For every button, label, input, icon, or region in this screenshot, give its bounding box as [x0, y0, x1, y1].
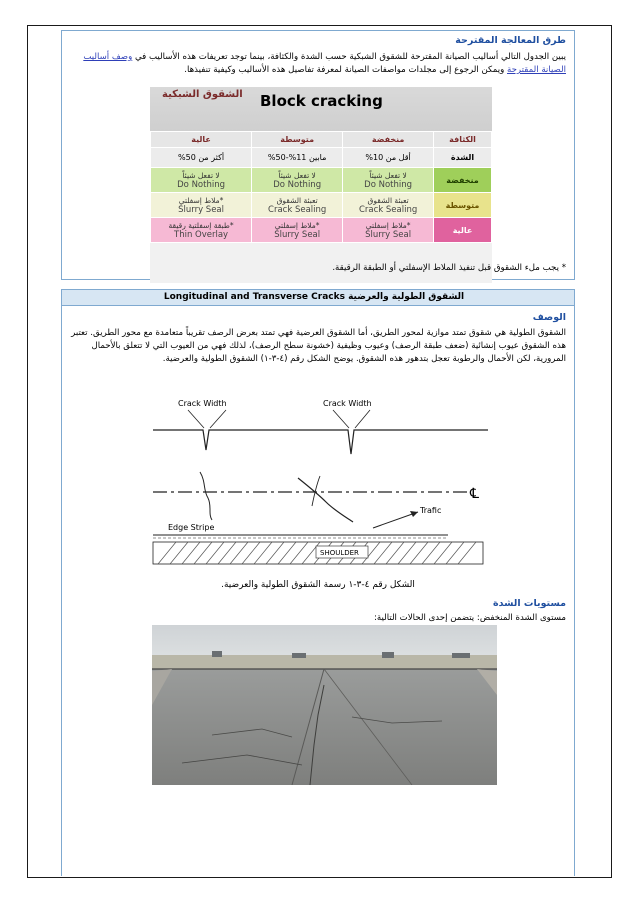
col-low-label: منخفضة — [343, 132, 434, 148]
severity-mid-label: متوسطة — [434, 193, 492, 218]
col-mid-label: متوسطة — [252, 132, 343, 148]
description-title: الوصف — [532, 312, 566, 323]
header-en: Longitudinal and Transverse Cracks — [163, 292, 345, 302]
table-row — [151, 218, 492, 243]
table-cell: لا تفعل شيئاً Do Nothing — [151, 168, 252, 193]
block-cracking-table — [150, 87, 492, 283]
col-high-range: أكثر من 50% — [151, 148, 252, 168]
table-cell: ملاط إسفلتي* Slurry Seal — [343, 218, 434, 243]
crack-width-label-2: Crack Width — [323, 399, 372, 408]
methods-link[interactable]: وصف أساليب الصيانة المقترحة — [83, 52, 566, 75]
footnote: * يجب ملء الشقوق قبل تنفيذ الملاط الإسفلتي أو الطبقة الرقيقة. — [332, 263, 566, 273]
table-cell: طبقة إسفلتية رقيقة* Thin Overlay — [151, 218, 252, 243]
treatment-grid — [150, 131, 492, 243]
section-header-bar — [62, 290, 574, 306]
intro-text: يبين الجدول التالي أساليب الصيانة المقترحة للشقوق الشبكية حسب الشدة والكثافة، بينما توجد تعريفات هذه الأساليب في — [132, 52, 566, 62]
table-cell: تعبئة الشقوق Crack Sealing — [252, 193, 343, 218]
table-title-en: Block cracking — [260, 92, 383, 110]
severity-low-label: منخفضة — [434, 168, 492, 193]
severity-corner-label: الشدة — [434, 148, 492, 168]
road-photo — [152, 625, 497, 785]
figure-caption: الشكل رقم ٤-٣-١ رسمة الشقوق الطولية والعرضية. — [221, 580, 415, 590]
table-cell: لا تفعل شيئاً Do Nothing — [343, 168, 434, 193]
intro-tail: ويمكن الرجوع إلى مجلدات مواصفات الصيانة لمعرفة تفاصيل هذه الأساليب وكيفية تنفيذها. — [184, 65, 508, 75]
table-cell: لا تفعل شيئاً Do Nothing — [252, 168, 343, 193]
crack-width-label-1: Crack Width — [178, 399, 227, 408]
header-ar: الشقوق الطولية والعرضية — [348, 292, 465, 302]
range-header-row — [151, 148, 492, 168]
traffic-label: Trafic — [420, 506, 442, 515]
cracks-diagram — [148, 390, 493, 575]
table-header-band — [150, 87, 492, 131]
table-cell: ملاط إسفلتي* Slurry Seal — [151, 193, 252, 218]
density-header-row — [151, 132, 492, 148]
treatment-methods-section — [61, 30, 575, 280]
section-header — [62, 292, 566, 302]
edge-stripe-label: Edge Stripe — [168, 523, 215, 532]
table-cell: تعبئة الشقوق Crack Sealing — [343, 193, 434, 218]
table-row — [151, 193, 492, 218]
table-cell: ملاط إسفلتي* Slurry Seal — [252, 218, 343, 243]
section-title: طرق المعالجة المقترحة — [455, 35, 566, 46]
centerline-symbol: ℄ — [470, 486, 479, 502]
severity-high-label: عالية — [434, 218, 492, 243]
severity-levels-title: مستويات الشدة — [493, 598, 566, 609]
shoulder-label: SHOULDER — [320, 549, 359, 557]
intro-paragraph — [70, 51, 566, 77]
density-corner-label: الكثافة — [434, 132, 492, 148]
cracks-section — [61, 289, 575, 876]
col-high-label: عالية — [151, 132, 252, 148]
table-row — [151, 168, 492, 193]
col-mid-range: مابين 11%-50% — [252, 148, 343, 168]
description-paragraph: الشقوق الطولية هي شقوق تمتد موازية لمحور الطريق، أما الشقوق العرضية فهي تمتد بعرض الرصف تقريباً متعامدة مع محور الطريق. تعتبر هذه الشقوق عيوب إنشائية (ضعف طبقة الرصف) وعيوب وظيفية (خشونة سطح الرصف)، لذلك فهي من العيوب التي لا تتعلق بالأحمال المرورية، لكن الأحمال والرطوبة تعجل بتدهور هذه الشقوق. يوضح الشكل رقم (٤-٣-١) الشقوق الطولية والعرضية. — [71, 328, 566, 364]
col-low-range: أقل من 10% — [343, 148, 434, 168]
table-title-ar: الشقوق الشبكية — [162, 89, 243, 100]
low-severity-text: مستوى الشدة المنخفض: يتضمن إحدى الحالات التالية: — [374, 613, 566, 623]
